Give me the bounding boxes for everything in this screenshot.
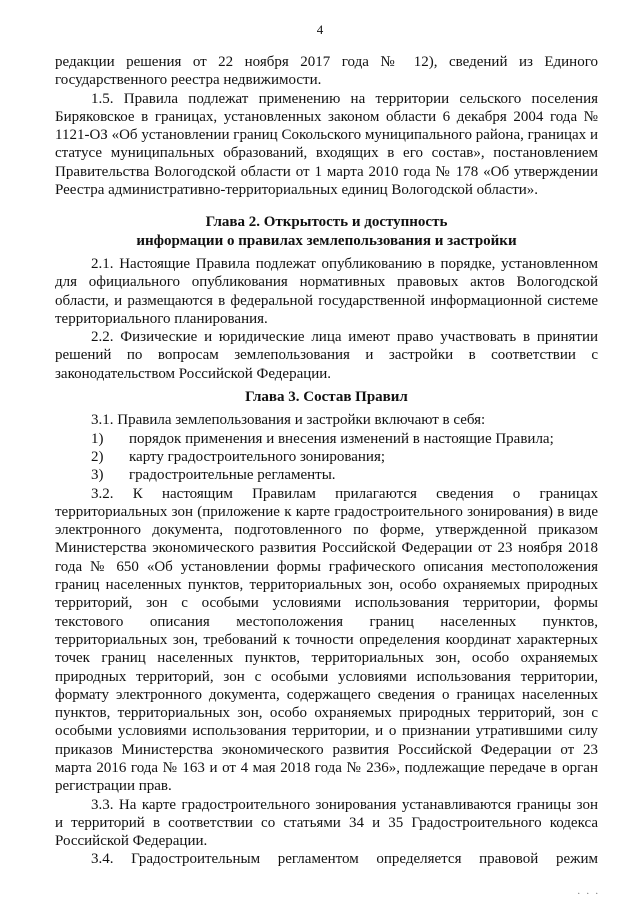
- list-item-text: порядок применения и внесения изменений в настоящие Правила;: [129, 430, 554, 447]
- paragraph: государственного реестра недвижимости.: [55, 72, 322, 89]
- list-item-number: 2): [91, 448, 104, 465]
- list-item-number: 1): [91, 430, 104, 447]
- chapter-heading: информации о правилах землепользования и застройки: [136, 232, 517, 249]
- page-number: 4: [316, 22, 324, 37]
- list-item-number: 3): [91, 467, 104, 484]
- list-item: [55, 466, 598, 484]
- scan-marks: . . .: [577, 886, 600, 897]
- list-item: [55, 448, 598, 466]
- paragraph: 3.1. Правила землепользования и застройки включают в себя:: [91, 412, 486, 429]
- chapter-heading: Глава 2. Открытость и доступность: [205, 214, 448, 231]
- paragraph: 3.4. Градостроительным регламентом определяется правовой режим: [91, 851, 598, 868]
- paragraph: редакции решения от 22 ноября 2017 года № 12), сведений из Единого: [55, 54, 598, 70]
- paragraph: 2.1. Настоящие Правила подлежат опубликованию в порядке, установленном для официального опубликования нормативных правовых актов Вологодской области, и размещаются в федеральной государственной информационной системе территориального планирования.: [55, 255, 598, 327]
- paragraph: 3.2. К настоящим Правилам прилагаются сведения о границах территориальных зон (приложение к карте градостроительного зонирования) в виде электронного документа, подготовленного по форме, утвержденной приказом Министерства экономического развития Российской Федерации от 23 ноября 2018 года № 650 «Об установлении формы графического описания местоположения границ населенных пунктов, территориальных зон, особо охраняемых природных территорий, зон с особыми условиями использования территории, формы текстового описания местоположения границ населенных пунктов, территориальных зон, требований к точности определения координат характерных точек границ населенных пунктов, территориальных зон, особо охраняемых природных территорий, зон с особыми условиями использования территории, формату электронного документа, содержащего сведения о границах населенных пунктов, территориальных зон, особо охраняемых природных территорий, зон с особыми условиями использования территории, и о признании утратившими силу приказов Министерства экономического развития Российской Федерации от 23 марта 2016 года № 163 и от 4 мая 2018 года № 236», подлежащие передаче в орган регистрации прав.: [55, 485, 598, 795]
- document-body: [55, 53, 598, 869]
- chapter-heading: Глава 3. Состав Правил: [245, 389, 408, 406]
- paragraph: 3.3. На карте градостроительного зонирования устанавливаются границы зон и территорий в соответствии со статьями 34 и 35 Градостроительного кодекса Российской Федерации.: [55, 796, 598, 850]
- paragraph: 2.2. Физические и юридические лица имеют право участвовать в принятии решений по вопросам землепользования и застройки в соответствии с законодательством Российской Федерации.: [55, 329, 598, 382]
- paragraph: 1.5. Правила подлежат применению на территории сельского поселения Биряковское в границах, установленных законом области 6 декабря 2004 года № 1121-ОЗ «Об установлении границ Сокольского муниципального района, границах и статусе муниципальных образований, входящих в его состав», постановлением Правительства Вологодской области от 1 марта 2010 года № 178 «Об утверждении Реестра административно-территориальных единиц Вологодской области».: [55, 90, 598, 199]
- list-item: [55, 430, 598, 448]
- list-item-text: градостроительные регламенты.: [129, 467, 336, 484]
- list-item-text: карту градостроительного зонирования;: [129, 448, 386, 465]
